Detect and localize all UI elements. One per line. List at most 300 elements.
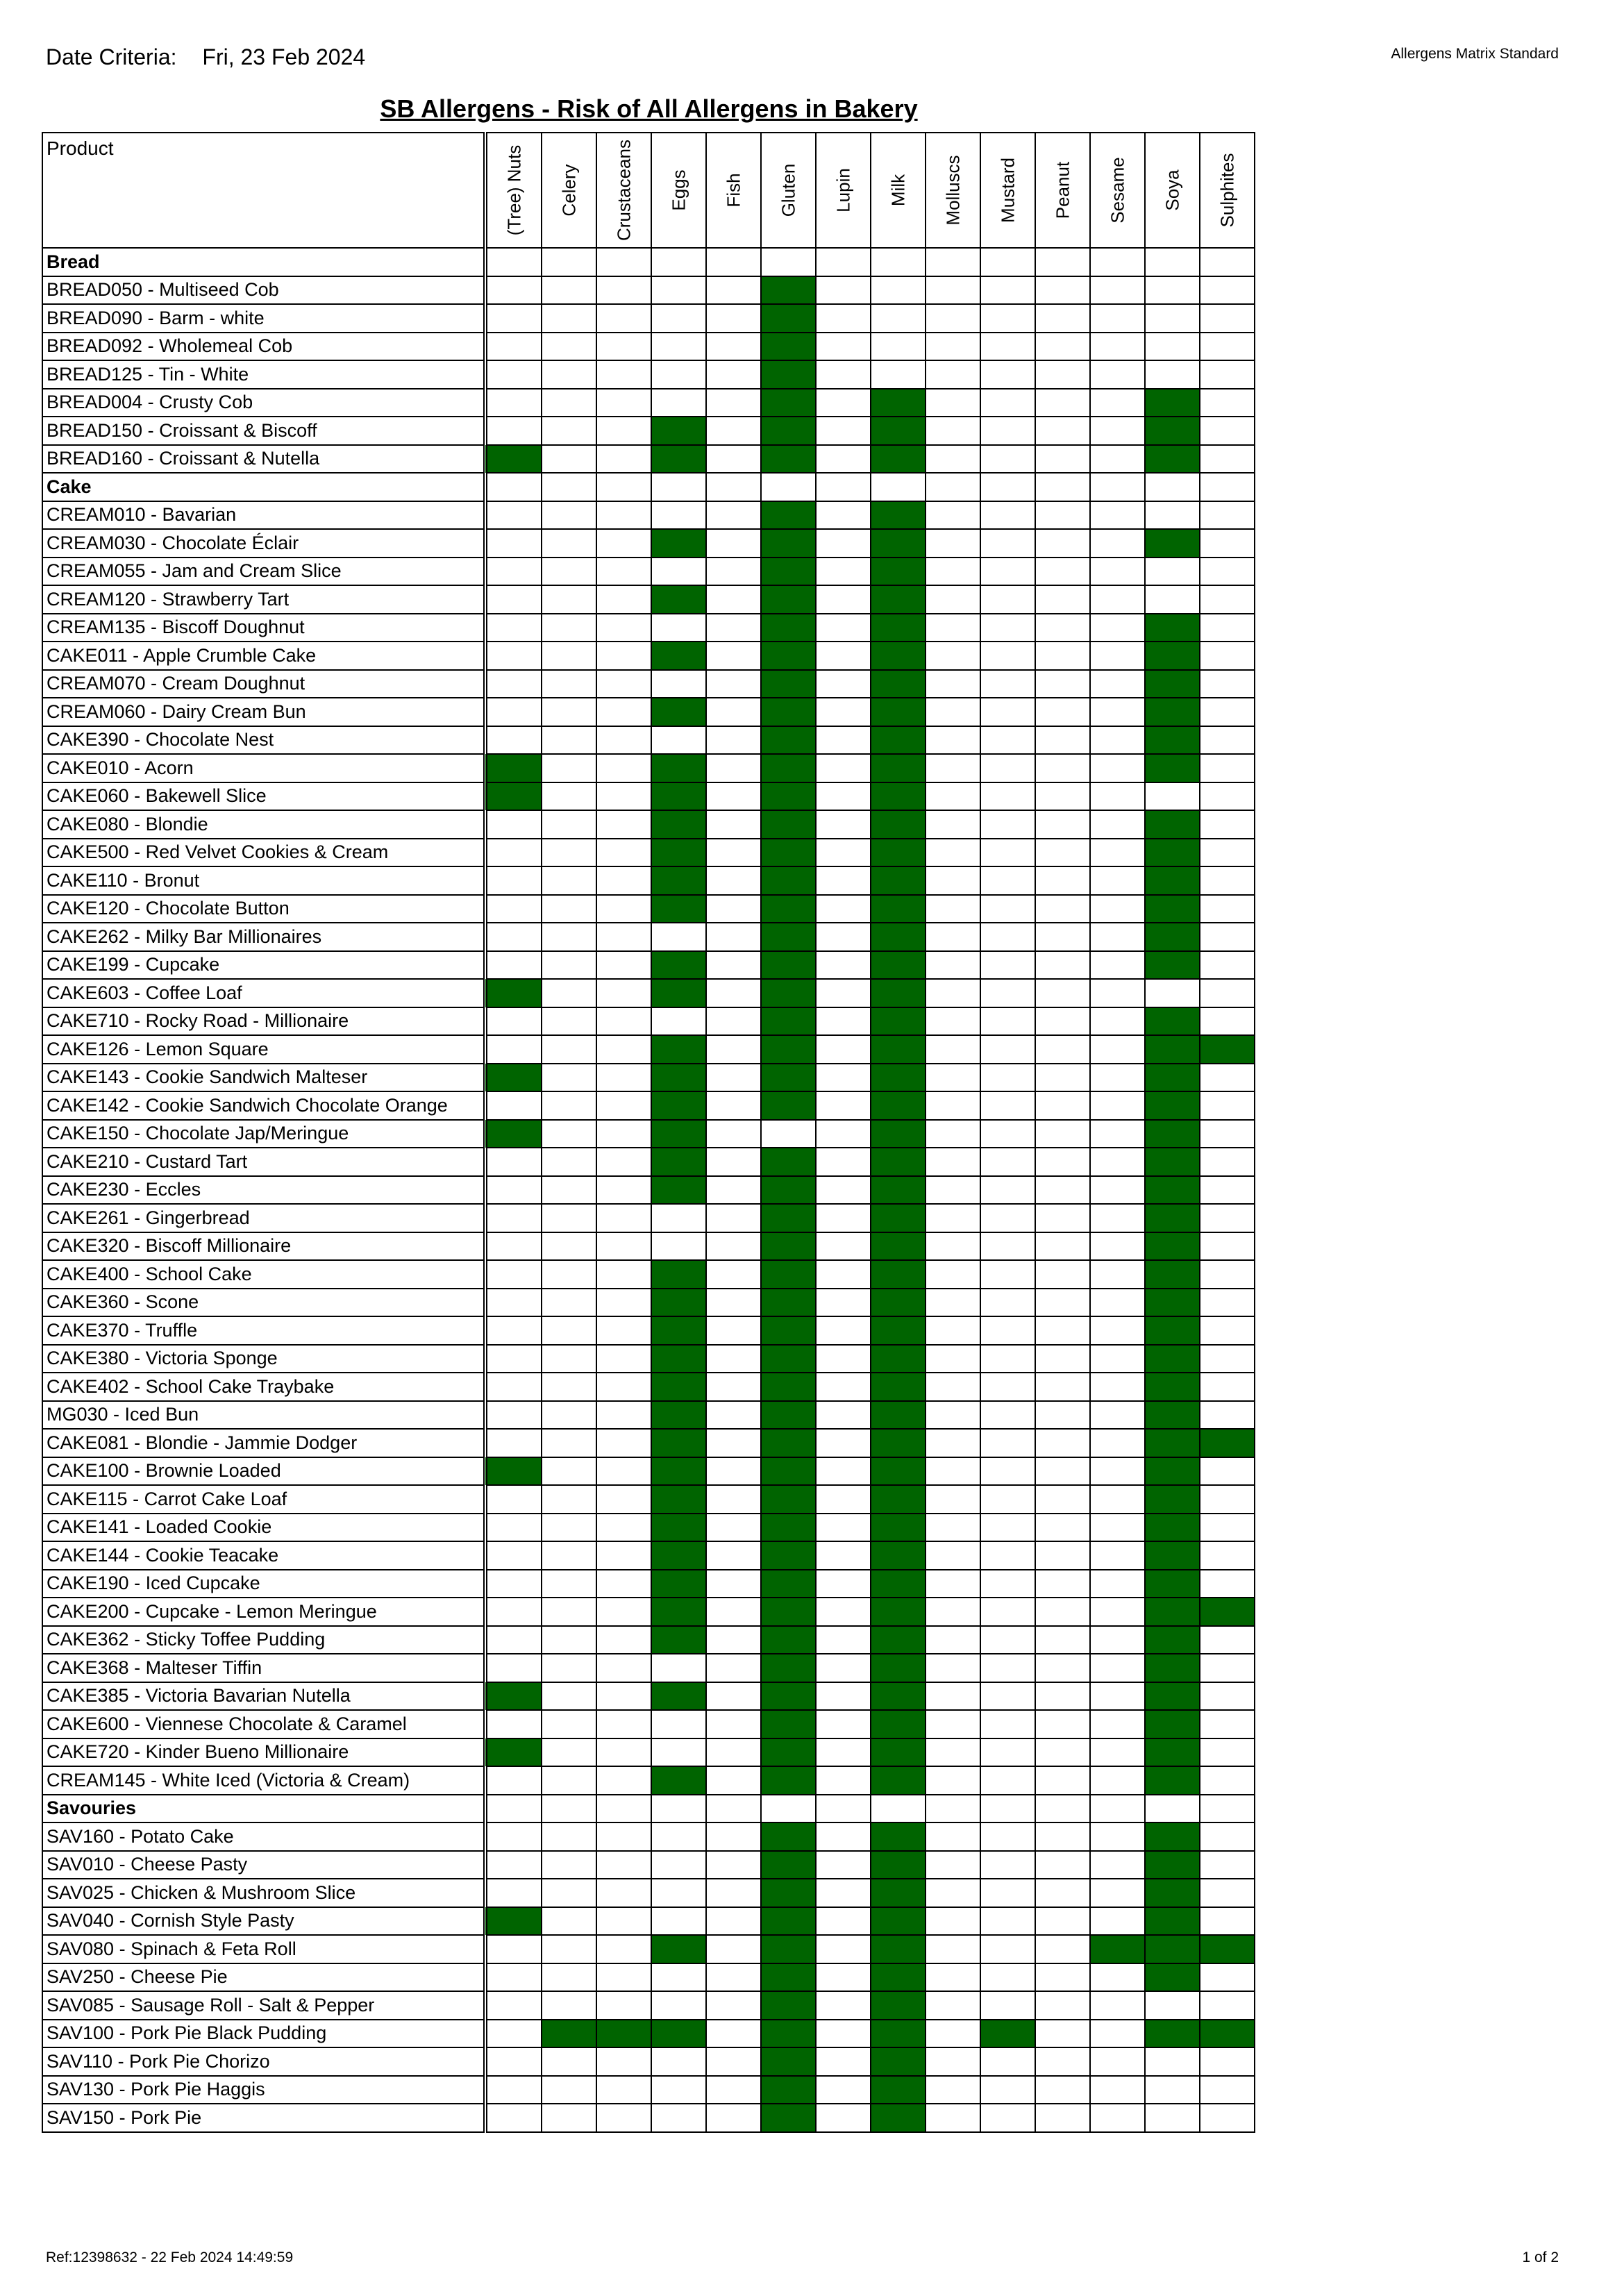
allergen-cell (596, 304, 651, 333)
allergen-present-cell (485, 1682, 542, 1711)
product-name: BREAD125 - Tin - White (42, 360, 485, 389)
allergen-cell (706, 1232, 761, 1261)
table-row (42, 1091, 1255, 1120)
allergen-cell (926, 1260, 980, 1289)
allergen-cell (706, 473, 761, 501)
allergen-cell (816, 839, 871, 867)
allergen-cell (596, 1457, 651, 1486)
allergen-cell (596, 1907, 651, 1936)
allergen-present-cell (1145, 1007, 1200, 1036)
allergen-cell (596, 1822, 651, 1851)
allergen-cell (542, 248, 596, 276)
allergen-present-cell (651, 1120, 706, 1148)
product-name: CAKE390 - Chocolate Nest (42, 726, 485, 755)
allergen-present-cell (761, 895, 816, 923)
allergen-present-cell (1145, 1035, 1200, 1064)
allergen-cell (542, 1260, 596, 1289)
allergen-cell (1090, 1091, 1145, 1120)
allergen-present-cell (651, 754, 706, 782)
allergen-header-lupin (816, 133, 871, 248)
allergen-cell (1200, 1120, 1255, 1148)
allergen-cell (1200, 1007, 1255, 1036)
allergen-cell (706, 1991, 761, 2020)
allergen-cell (1035, 1457, 1090, 1486)
allergen-cell (542, 1457, 596, 1486)
allergen-cell (596, 923, 651, 951)
allergen-cell (816, 1682, 871, 1711)
allergen-cell (542, 1822, 596, 1851)
allergen-present-cell (485, 1738, 542, 1767)
allergen-cell (596, 473, 651, 501)
allergen-cell (926, 276, 980, 305)
allergen-present-cell (1145, 726, 1200, 755)
allergen-cell (542, 979, 596, 1007)
table-row (42, 1991, 1255, 2020)
product-name: CAKE210 - Custard Tart (42, 1148, 485, 1176)
allergen-cell (1090, 1120, 1145, 1148)
allergen-cell (1200, 1991, 1255, 2020)
allergen-cell (1090, 1345, 1145, 1373)
allergen-present-cell (761, 1935, 816, 1963)
allergen-cell (596, 445, 651, 474)
allergen-cell (1090, 1514, 1145, 1542)
allergen-present-cell (871, 558, 926, 586)
allergen-cell (1035, 1148, 1090, 1176)
allergen-cell (485, 1345, 542, 1373)
allergen-cell (980, 1738, 1035, 1767)
allergen-present-cell (651, 951, 706, 980)
allergen-present-cell (1145, 1204, 1200, 1232)
allergen-cell (980, 1682, 1035, 1711)
allergen-present-cell (871, 698, 926, 726)
allergen-label: Gluten (778, 163, 798, 217)
allergen-cell (926, 1851, 980, 1879)
allergen-cell (1200, 1907, 1255, 1936)
allergen-cell (485, 698, 542, 726)
allergen-cell (1200, 670, 1255, 698)
table-row (42, 1176, 1255, 1205)
allergen-present-cell (761, 2020, 816, 2048)
allergen-cell (596, 585, 651, 614)
allergen-cell (706, 417, 761, 445)
allergen-present-cell (761, 2076, 816, 2104)
product-name: CAKE199 - Cupcake (42, 951, 485, 980)
allergen-cell (980, 1963, 1035, 1992)
allergen-cell (926, 1598, 980, 1626)
allergen-cell (926, 1879, 980, 1907)
allergen-present-cell (761, 417, 816, 445)
allergen-cell (1035, 389, 1090, 417)
allergen-cell (816, 979, 871, 1007)
table-row (42, 558, 1255, 586)
table-row (42, 1148, 1255, 1176)
allergen-present-cell (871, 501, 926, 530)
allergen-cell (816, 1626, 871, 1654)
allergen-cell (596, 1991, 651, 2020)
allergen-cell (542, 558, 596, 586)
allergen-cell (761, 473, 816, 501)
product-name: SAV110 - Pork Pie Chorizo (42, 2047, 485, 2076)
allergen-cell (816, 1654, 871, 1682)
allergen-cell (542, 360, 596, 389)
allergen-cell (926, 2047, 980, 2076)
allergen-cell (980, 951, 1035, 980)
allergen-present-cell (761, 1738, 816, 1767)
product-name: MG030 - Iced Bun (42, 1401, 485, 1430)
allergen-cell (980, 1485, 1035, 1514)
allergen-cell (926, 333, 980, 361)
allergen-cell (1145, 979, 1200, 1007)
allergen-cell (980, 979, 1035, 1007)
allergen-cell (596, 1738, 651, 1767)
allergen-cell (1145, 2076, 1200, 2104)
allergen-cell (1035, 1851, 1090, 1879)
allergen-cell (1200, 782, 1255, 811)
allergen-cell (816, 1176, 871, 1205)
allergen-cell (542, 1626, 596, 1654)
allergen-cell (1090, 1373, 1145, 1401)
allergen-cell (980, 304, 1035, 333)
allergen-cell (816, 585, 871, 614)
allergen-cell (816, 782, 871, 811)
allergen-header-tree-nuts (485, 133, 542, 248)
allergen-present-cell (651, 1570, 706, 1598)
allergen-cell (1200, 1064, 1255, 1092)
allergen-cell (706, 2104, 761, 2132)
allergen-present-cell (651, 2020, 706, 2048)
allergen-present-cell (1145, 1598, 1200, 1626)
allergen-cell (980, 1091, 1035, 1120)
allergen-cell (1035, 558, 1090, 586)
allergen-cell (485, 333, 542, 361)
allergen-cell (926, 1514, 980, 1542)
table-row (42, 670, 1255, 698)
allergen-present-cell (1145, 1541, 1200, 1570)
allergen-cell (1090, 642, 1145, 670)
allergen-cell (1035, 1485, 1090, 1514)
allergen-cell (1200, 529, 1255, 558)
allergen-present-cell (980, 2020, 1035, 2048)
allergen-present-cell (761, 1766, 816, 1795)
allergen-header-crustaceans (596, 133, 651, 248)
allergen-cell (596, 333, 651, 361)
table-row (42, 1401, 1255, 1430)
allergen-cell (1200, 248, 1255, 276)
product-name: SAV160 - Potato Cake (42, 1822, 485, 1851)
allergen-cell (651, 2076, 706, 2104)
allergen-present-cell (651, 1091, 706, 1120)
allergen-cell (542, 1064, 596, 1092)
allergen-cell (980, 642, 1035, 670)
allergen-cell (542, 529, 596, 558)
allergen-cell (1035, 1007, 1090, 1036)
allergen-cell (706, 2020, 761, 2048)
allergen-cell (1090, 585, 1145, 614)
allergen-present-cell (485, 1907, 542, 1936)
allergen-cell (1200, 1204, 1255, 1232)
allergen-present-cell (1200, 1429, 1255, 1457)
allergen-present-cell (761, 1176, 816, 1205)
allergen-cell (980, 389, 1035, 417)
allergen-cell (596, 698, 651, 726)
table-row (42, 1682, 1255, 1711)
table-row (42, 1822, 1255, 1851)
allergen-cell (1090, 276, 1145, 305)
allergen-cell (1090, 839, 1145, 867)
allergen-cell (485, 473, 542, 501)
allergen-cell (926, 2020, 980, 2048)
allergen-present-cell (651, 1935, 706, 1963)
date-criteria-label: Date Criteria: (46, 44, 177, 69)
allergen-cell (980, 1935, 1035, 1963)
allergen-cell (816, 1766, 871, 1795)
allergen-cell (980, 1514, 1035, 1542)
product-name: SAV085 - Sausage Roll - Salt & Pepper (42, 1991, 485, 2020)
allergen-cell (1090, 304, 1145, 333)
allergen-cell (542, 333, 596, 361)
allergen-present-cell (1145, 1738, 1200, 1767)
allergen-cell (871, 304, 926, 333)
allergen-present-cell (651, 698, 706, 726)
allergen-cell (980, 360, 1035, 389)
allergen-cell (706, 1429, 761, 1457)
allergen-cell (706, 1485, 761, 1514)
allergen-cell (1035, 1541, 1090, 1570)
allergen-cell (596, 1401, 651, 1430)
allergen-label: Crustaceans (613, 140, 634, 241)
allergen-cell (816, 895, 871, 923)
allergen-header-milk (871, 133, 926, 248)
allergen-present-cell (761, 1710, 816, 1738)
allergen-cell (485, 1485, 542, 1514)
allergen-cell (1090, 1654, 1145, 1682)
table-row (42, 1485, 1255, 1514)
product-name: SAV025 - Chicken & Mushroom Slice (42, 1879, 485, 1907)
allergen-cell (1200, 1514, 1255, 1542)
allergen-cell (980, 698, 1035, 726)
allergen-cell (651, 1795, 706, 1823)
allergen-cell (816, 1485, 871, 1514)
allergen-cell (980, 445, 1035, 474)
allergen-present-cell (651, 585, 706, 614)
allergen-present-cell (761, 333, 816, 361)
allergen-cell (816, 1457, 871, 1486)
allergen-cell (706, 1626, 761, 1654)
allergen-cell (485, 1991, 542, 2020)
allergen-present-cell (761, 558, 816, 586)
allergen-present-cell (651, 642, 706, 670)
allergen-cell (542, 1120, 596, 1148)
allergen-cell (816, 866, 871, 895)
allergen-cell (926, 1795, 980, 1823)
allergen-cell (926, 1401, 980, 1430)
allergen-cell (485, 1514, 542, 1542)
product-name: CAKE081 - Blondie - Jammie Dodger (42, 1429, 485, 1457)
allergen-cell (485, 417, 542, 445)
allergen-cell (816, 1963, 871, 1992)
allergen-cell (485, 1822, 542, 1851)
allergen-cell (596, 1148, 651, 1176)
allergen-cell (926, 895, 980, 923)
allergen-cell (1090, 2076, 1145, 2104)
allergen-cell (1035, 417, 1090, 445)
allergen-present-cell (871, 1541, 926, 1570)
table-row (42, 585, 1255, 614)
allergen-cell (980, 1176, 1035, 1205)
allergen-cell (926, 248, 980, 276)
allergen-cell (706, 333, 761, 361)
allergen-cell (1035, 1260, 1090, 1289)
allergen-present-cell (1200, 1935, 1255, 1963)
product-name: BREAD004 - Crusty Cob (42, 389, 485, 417)
product-name: CAKE500 - Red Velvet Cookies & Cream (42, 839, 485, 867)
allergen-present-cell (1145, 1710, 1200, 1738)
allergen-cell (926, 1485, 980, 1514)
allergen-cell (542, 2104, 596, 2132)
allergen-cell (706, 1963, 761, 1992)
allergen-cell (542, 1879, 596, 1907)
allergen-cell (1035, 360, 1090, 389)
allergen-cell (871, 248, 926, 276)
allergen-present-cell (871, 529, 926, 558)
allergen-present-cell (651, 1345, 706, 1373)
allergen-present-cell (1145, 1570, 1200, 1598)
allergen-cell (871, 1795, 926, 1823)
allergen-cell (542, 1514, 596, 1542)
allergen-label: (Tree) Nuts (503, 144, 524, 236)
allergen-cell (1035, 1091, 1090, 1120)
allergen-present-cell (651, 895, 706, 923)
allergen-present-cell (871, 895, 926, 923)
allergen-cell (980, 1598, 1035, 1626)
allergen-cell (596, 1626, 651, 1654)
allergen-cell (816, 2104, 871, 2132)
allergen-cell (706, 895, 761, 923)
allergen-cell (816, 501, 871, 530)
allergen-cell (1035, 2076, 1090, 2104)
allergen-cell (980, 529, 1035, 558)
allergen-cell (1200, 642, 1255, 670)
allergen-cell (816, 417, 871, 445)
allergen-cell (1090, 670, 1145, 698)
allergen-present-cell (761, 726, 816, 755)
allergen-cell (651, 1710, 706, 1738)
allergen-cell (1035, 1682, 1090, 1711)
allergen-cell (485, 839, 542, 867)
allergen-cell (1200, 1485, 1255, 1514)
allergen-cell (485, 1373, 542, 1401)
allergen-label: Peanut (1052, 161, 1073, 219)
allergen-present-cell (871, 1204, 926, 1232)
allergen-label: Soya (1162, 169, 1182, 211)
allergen-cell (706, 1260, 761, 1289)
allergen-cell (926, 1148, 980, 1176)
allergen-cell (816, 1598, 871, 1626)
allergen-cell (1090, 1907, 1145, 1936)
allergen-cell (816, 698, 871, 726)
allergen-cell (1035, 1822, 1090, 1851)
allergen-cell (1200, 2047, 1255, 2076)
allergen-cell (1200, 1822, 1255, 1851)
allergen-cell (485, 360, 542, 389)
allergen-cell (926, 670, 980, 698)
allergen-cell (1200, 360, 1255, 389)
allergen-present-cell (1145, 1064, 1200, 1092)
allergen-cell (1200, 698, 1255, 726)
allergen-present-cell (871, 1401, 926, 1430)
allergen-cell (1090, 2104, 1145, 2132)
allergen-present-cell (871, 642, 926, 670)
allergen-cell (1035, 754, 1090, 782)
allergen-cell (542, 1935, 596, 1963)
allergen-cell (926, 360, 980, 389)
allergen-cell (816, 1148, 871, 1176)
allergen-cell (1145, 782, 1200, 811)
allergen-present-cell (871, 1485, 926, 1514)
allergen-cell (1035, 1345, 1090, 1373)
allergen-cell (980, 1035, 1035, 1064)
allergen-cell (816, 1120, 871, 1148)
allergen-label: Celery (558, 164, 579, 217)
allergen-cell (706, 1148, 761, 1176)
allergen-present-cell (871, 2020, 926, 2048)
allergen-cell (816, 445, 871, 474)
allergen-present-cell (651, 529, 706, 558)
allergen-cell (485, 2104, 542, 2132)
allergen-cell (706, 1457, 761, 1486)
allergen-cell (706, 1035, 761, 1064)
allergen-cell (926, 1654, 980, 1682)
allergen-cell (816, 1289, 871, 1317)
allergen-cell (596, 1345, 651, 1373)
allergen-present-cell (1145, 529, 1200, 558)
allergen-present-cell (1145, 642, 1200, 670)
allergen-cell (1035, 333, 1090, 361)
allergen-cell (926, 1429, 980, 1457)
page-number: 1 of 2 (1522, 2249, 1559, 2265)
allergen-cell (1090, 1710, 1145, 1738)
allergen-cell (542, 1598, 596, 1626)
product-name: CAKE360 - Scone (42, 1289, 485, 1317)
product-name: CAKE710 - Rocky Road - Millionaire (42, 1007, 485, 1036)
allergen-cell (542, 1289, 596, 1317)
allergen-present-cell (761, 1148, 816, 1176)
allergen-cell (816, 1907, 871, 1936)
allergen-cell (816, 2076, 871, 2104)
allergen-cell (926, 389, 980, 417)
allergen-present-cell (761, 529, 816, 558)
allergen-present-cell (761, 1007, 816, 1036)
allergen-cell (1090, 979, 1145, 1007)
allergen-cell (1090, 1035, 1145, 1064)
allergen-cell (596, 1851, 651, 1879)
product-name: BREAD150 - Croissant & Biscoff (42, 417, 485, 445)
allergen-cell (596, 1682, 651, 1711)
allergen-cell (1200, 1682, 1255, 1711)
allergen-cell (1200, 445, 1255, 474)
allergen-cell (706, 445, 761, 474)
allergen-matrix (42, 132, 1255, 2133)
allergen-cell (1200, 1710, 1255, 1738)
allergen-cell (485, 1795, 542, 1823)
allergen-cell (980, 2076, 1035, 2104)
allergen-label: Eggs (668, 169, 689, 211)
product-name: SAV130 - Pork Pie Haggis (42, 2076, 485, 2104)
allergen-cell (1200, 1654, 1255, 1682)
allergen-label: Molluscs (942, 155, 963, 226)
table-row (42, 2020, 1255, 2048)
table-row (42, 642, 1255, 670)
